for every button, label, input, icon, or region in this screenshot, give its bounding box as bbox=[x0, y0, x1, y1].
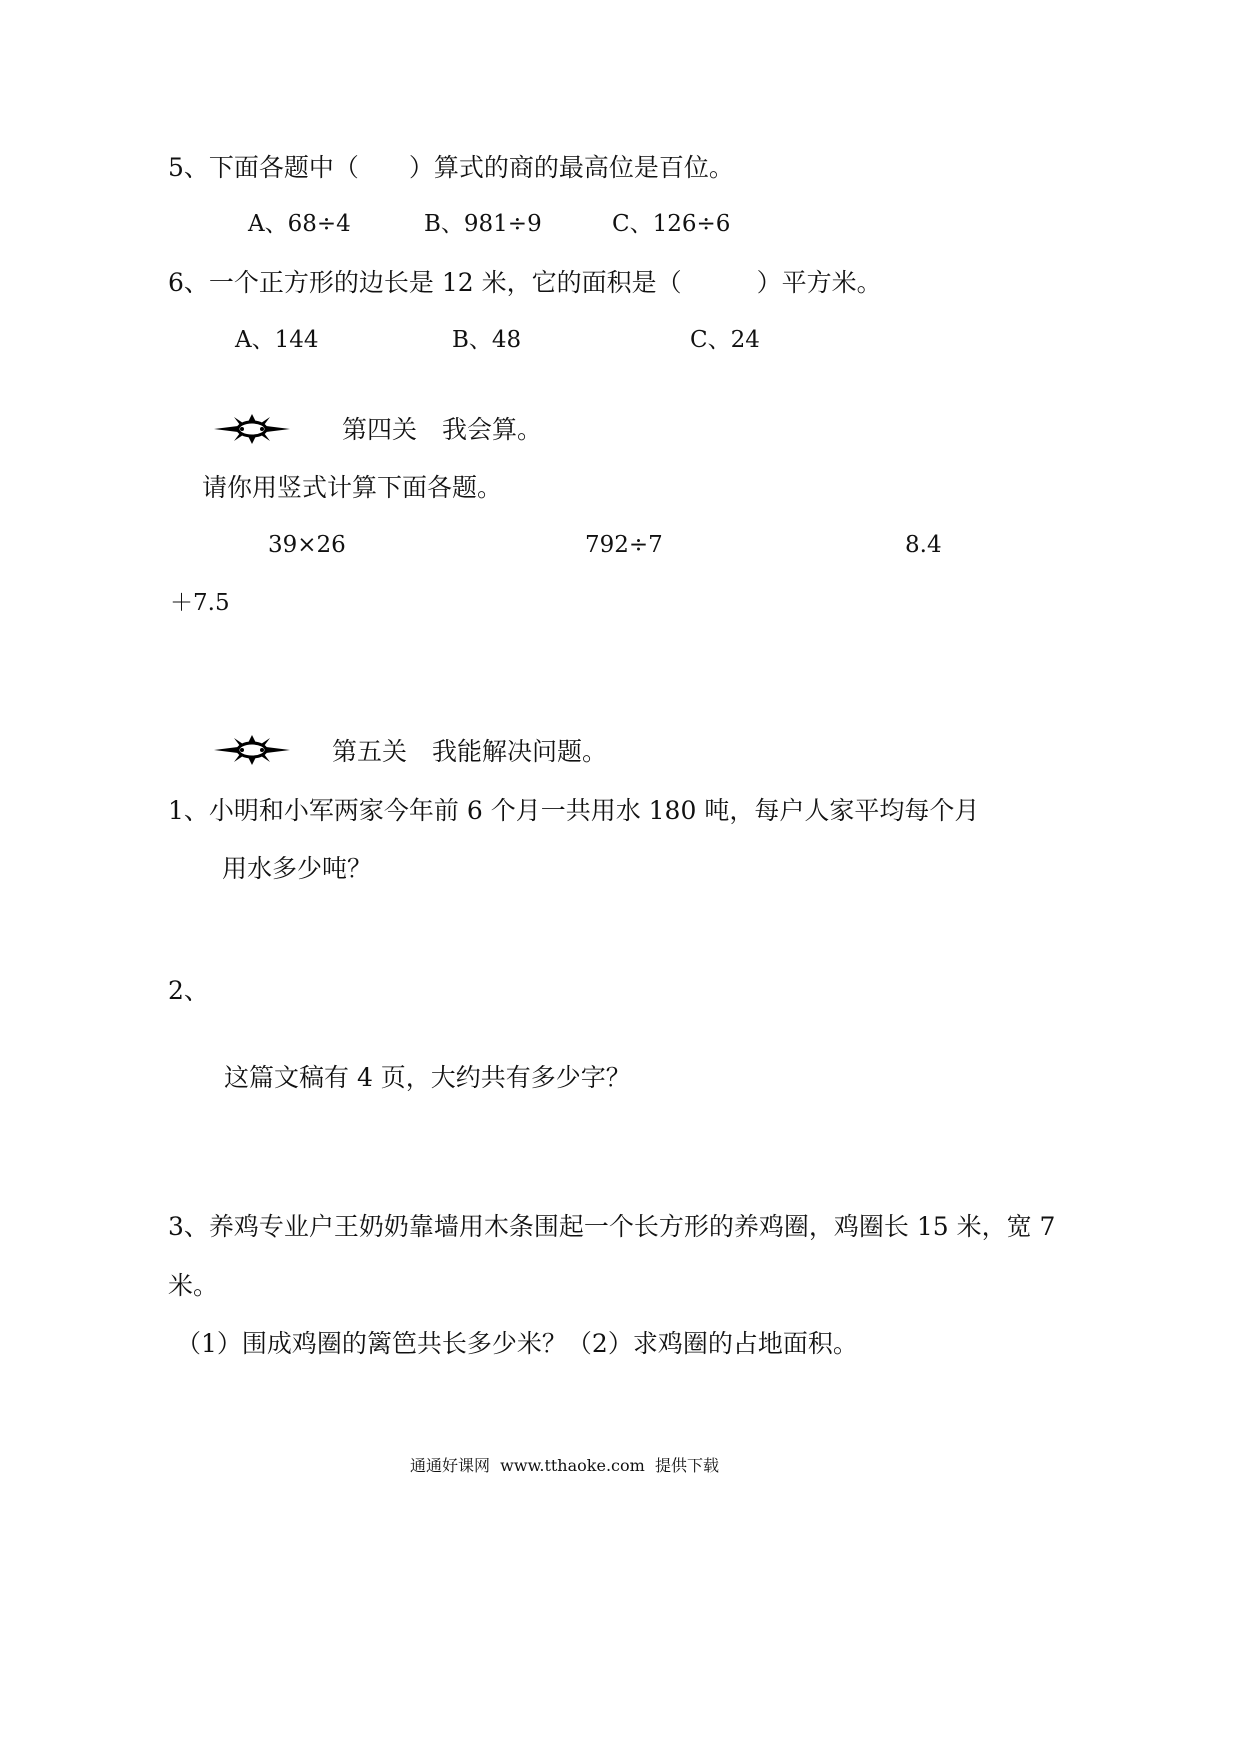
question-6-option-a: A、144 bbox=[235, 327, 319, 353]
problem-2-number: 2、 bbox=[168, 976, 209, 1005]
problem-2-text: 这篇文稿有 4 页，大约共有多少字？ bbox=[224, 1063, 631, 1092]
problem-3-line-1: 3、养鸡专业户王奶奶靠墙用木条围起一个长方形的养鸡圈，鸡圈长 15 米，宽 7 bbox=[168, 1212, 1056, 1241]
question-5-option-a: A、68÷4 bbox=[248, 211, 351, 237]
section-5-title: 第五关 我能解决问题。 bbox=[332, 737, 608, 766]
sun-star-icon bbox=[212, 734, 292, 766]
problem-1-line-2: 用水多少吨？ bbox=[222, 854, 373, 883]
calc-problem-3-part-b: ＋7.5 bbox=[170, 590, 230, 616]
question-5-option-b: B、981÷9 bbox=[424, 211, 542, 237]
problem-3-line-2: 米。 bbox=[168, 1271, 219, 1300]
question-5-option-c: C、126÷6 bbox=[612, 211, 731, 237]
question-6-text: 6、一个正方形的边长是 12 米，它的面积是（ ）平方米。 bbox=[168, 268, 882, 297]
question-6-option-b: B、48 bbox=[452, 327, 522, 353]
sun-star-icon bbox=[212, 413, 292, 445]
calc-problem-3-part-a: 8.4 bbox=[905, 532, 942, 558]
calc-problem-1: 39×26 bbox=[268, 532, 346, 558]
page-footer: 通通好课网 www.tthaoke.com 提供下载 bbox=[410, 1456, 719, 1475]
question-6-option-c: C、24 bbox=[690, 327, 760, 353]
section-4-instruction: 请你用竖式计算下面各题。 bbox=[202, 473, 503, 502]
question-5-text: 5、下面各题中（ ）算式的商的最高位是百位。 bbox=[168, 153, 734, 182]
section-4-title: 第四关 我会算。 bbox=[342, 415, 543, 444]
calc-problem-2: 792÷7 bbox=[585, 532, 663, 558]
problem-3-subquestions: （1）围成鸡圈的篱笆共长多少米？（2）求鸡圈的占地面积。 bbox=[176, 1329, 858, 1358]
problem-1-line-1: 1、小明和小军两家今年前 6 个月一共用水 180 吨，每户人家平均每个月 bbox=[168, 796, 980, 825]
